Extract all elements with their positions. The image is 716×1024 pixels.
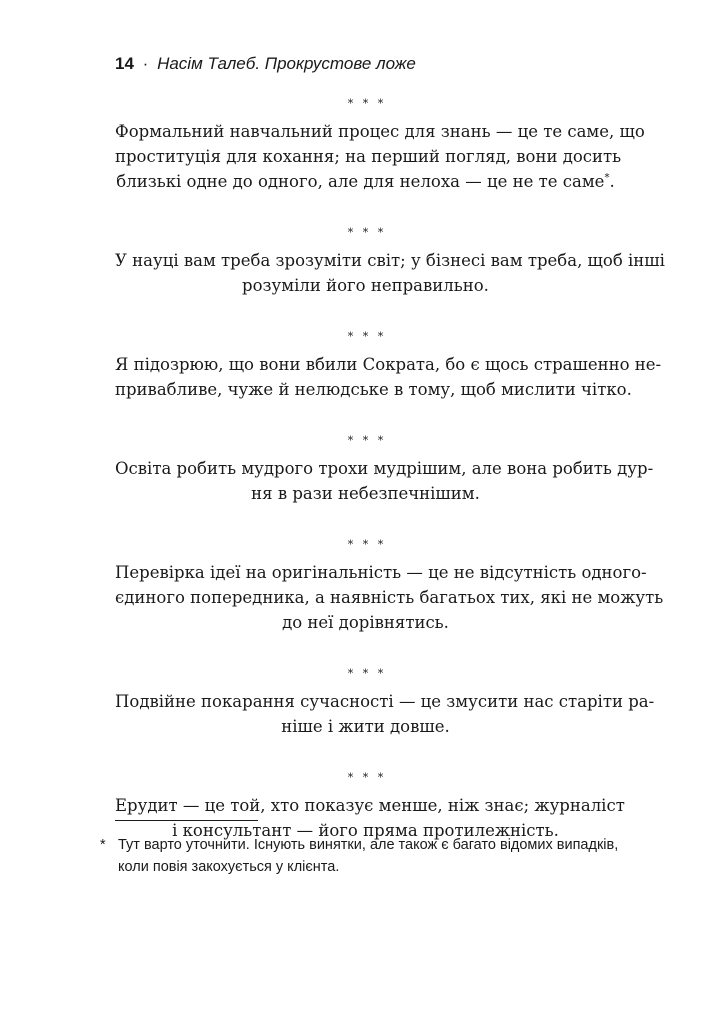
aphorism-line: ніше і жити довше. xyxy=(281,717,450,736)
aphorism-line: єдиного попередника, а наявність багатьох тих, які не можуть xyxy=(115,588,664,607)
aphorism xyxy=(115,352,662,402)
aphorism-line: і консультант — його пряма протилежність. xyxy=(172,821,559,840)
aphorism-line: Освіта робить мудрого трохи мудрішим, але вона робить дур- xyxy=(115,459,654,478)
page-body xyxy=(115,97,665,875)
running-head xyxy=(115,53,416,75)
footnote-symbol: * xyxy=(100,837,106,853)
aphorism xyxy=(115,560,664,635)
footnote-line: Тут варто уточнити. Існують винятки, але також є багато відомих випадків, xyxy=(118,837,619,853)
aphorism-line: ня в рази небезпечнішим. xyxy=(251,484,480,503)
footnote-rule xyxy=(115,820,258,821)
aphorism xyxy=(115,119,645,194)
header-separator: · xyxy=(142,54,149,73)
aphorism-line-end: . xyxy=(609,172,615,191)
section-divider: * * * xyxy=(347,667,387,680)
footnote-text xyxy=(118,834,618,878)
section-divider: * * * xyxy=(347,771,387,784)
section-divider: * * * xyxy=(347,538,387,551)
aphorism-line: до неї дорівнятись. xyxy=(282,613,449,632)
aphorism-line xyxy=(115,169,616,194)
section-divider: * * * xyxy=(347,226,387,239)
aphorism-line-text: близькі одне до одного, але для нелоха — це не те саме xyxy=(116,172,605,191)
book-title: Насім Талеб. Прокрустове ложе xyxy=(157,54,416,73)
footnote-marker: * xyxy=(604,172,610,184)
aphorism-line: У науці вам треба зрозуміти світ; у бізнесі вам треба, щоб інші xyxy=(115,251,665,270)
aphorism-line: привабливе, чуже й нелюдське в тому, щоб мислити чітко. xyxy=(115,380,632,399)
aphorism-line: розуміли його неправильно. xyxy=(242,276,489,295)
page-number: 14 xyxy=(115,54,134,73)
aphorism xyxy=(115,689,655,739)
aphorism xyxy=(115,248,665,298)
footnote-line: коли повія закохується у клієнта. xyxy=(118,859,340,875)
aphorism-line: Перевірка ідеї на оригінальність — це не відсутність одного- xyxy=(115,563,647,582)
aphorism-line: Формальний навчальний процес для знань — це те саме, що xyxy=(115,122,645,141)
aphorism-line: проституція для кохання; на перший погляд, вони досить xyxy=(115,147,622,166)
footnote xyxy=(100,834,618,878)
section-divider: * * * xyxy=(347,97,387,110)
section-divider: * * * xyxy=(347,330,387,343)
aphorism-line: Я підозрюю, що вони вбили Сократа, бо є щось страшенно не- xyxy=(115,355,662,374)
aphorism-line: Ерудит — це той, хто показує менше, ніж знає; журналіст xyxy=(115,796,625,815)
aphorism xyxy=(115,456,654,506)
aphorism-line: Подвійне покарання сучасності — це змусити нас старіти ра- xyxy=(115,692,655,711)
section-divider: * * * xyxy=(347,434,387,447)
